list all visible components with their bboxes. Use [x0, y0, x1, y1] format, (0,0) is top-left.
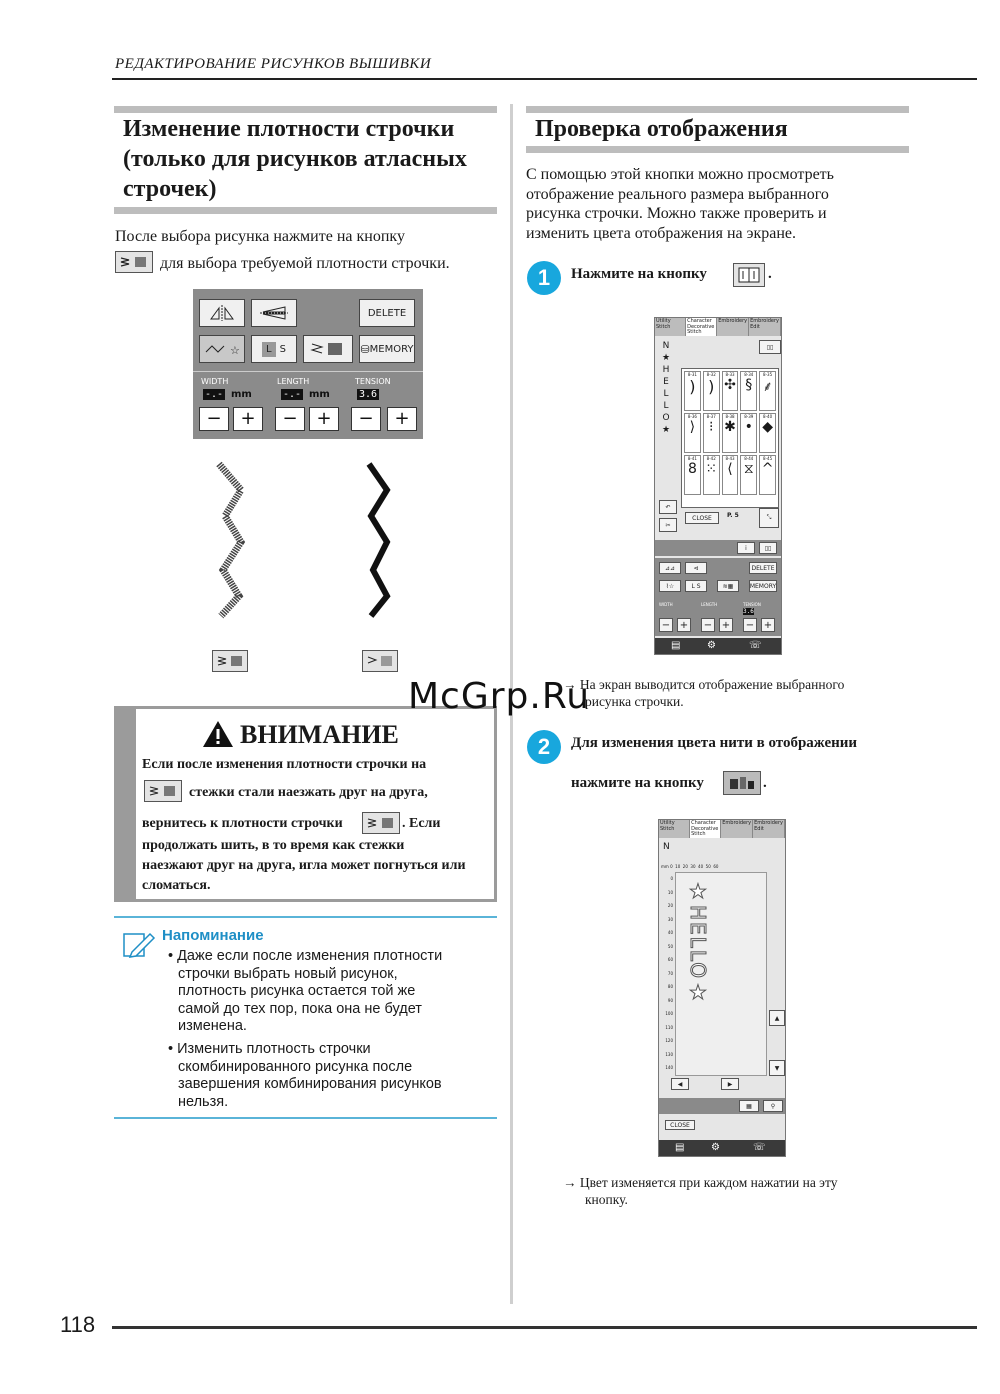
left-intro-line1: После выбора рисунка нажмите на кнопку: [115, 228, 405, 245]
help-icon[interactable]: ☏: [753, 1142, 766, 1153]
stitch-cell[interactable]: [740, 413, 757, 453]
info-button[interactable]: i: [737, 542, 755, 554]
side-letter: N: [662, 341, 670, 351]
title-line: строчек): [123, 176, 217, 202]
memo-line: • Изменить плотность строчки: [168, 1041, 371, 1057]
screen1-memory-button[interactable]: MEMORY: [749, 580, 777, 592]
stitch-glyph: ⸙: [762, 379, 773, 395]
screen-stitch-selection: [654, 317, 782, 655]
stitch-code: 8-31: [687, 372, 697, 377]
title-bar-bottom: [114, 207, 497, 214]
result-line: → На экран выводится отображение выбранного: [563, 677, 845, 692]
stitch-cell[interactable]: [740, 455, 757, 495]
length-value: -.-: [283, 389, 302, 400]
step-1-end: .: [768, 266, 772, 282]
intro-line: отображение реального размера выбранного: [526, 185, 829, 203]
stitch-cell[interactable]: [759, 413, 776, 453]
ruler-top: mm 0 10 20 30 40 50 60: [661, 864, 719, 869]
ruler-tick: 120: [665, 1038, 673, 1043]
stitch-cell[interactable]: [684, 413, 701, 453]
density-coarse-icon: [362, 650, 398, 672]
step-2-line2: нажмите на кнопку: [571, 775, 704, 791]
caution-title: ВНИМАНИЕ: [240, 720, 399, 749]
stitch-glyph: ⁙: [705, 461, 718, 477]
resize-button[interactable]: ⤡: [759, 508, 779, 528]
scroll-left-button[interactable]: ◀: [671, 1078, 689, 1090]
tab-character-decorative[interactable]: Character Decorative Stitch: [690, 820, 721, 838]
tension-plus-button[interactable]: +: [387, 407, 417, 431]
stitch-glyph: ): [689, 377, 696, 396]
caution-sidebar: [114, 706, 136, 902]
stitch-glyph: ⁝: [708, 419, 714, 435]
memo-item-2: [168, 1041, 442, 1111]
stitch-glyph: ^: [761, 461, 774, 477]
stitch-glyph: ): [708, 377, 715, 396]
selected-pattern-column: [659, 340, 673, 436]
tab-utility[interactable]: Utility Stitch: [655, 318, 686, 336]
stitch-glyph: ✱: [724, 419, 736, 435]
page-indicator: P. 5: [727, 512, 739, 519]
length-minus-button[interactable]: −: [275, 407, 305, 431]
tab-embroidery[interactable]: Embroidery: [721, 820, 753, 838]
tension-minus-button[interactable]: −: [351, 407, 381, 431]
zoom-button[interactable]: ⚲: [763, 1100, 783, 1112]
stitch-cell[interactable]: [684, 455, 701, 495]
title-bar-top: [526, 106, 909, 113]
caution-line4: продолжать шить, в то время как стежки: [142, 838, 405, 853]
intro-line: изменить цвета отображения на экране.: [526, 224, 797, 242]
left-section-title: [123, 114, 467, 204]
undo-button[interactable]: ↶: [659, 500, 677, 514]
sparse-zigzag-illustration: [355, 460, 415, 620]
scroll-right-button[interactable]: ▶: [721, 1078, 739, 1090]
stitch-code: 8-36: [687, 414, 697, 419]
width-value: -.-: [205, 389, 224, 400]
scissors-button[interactable]: ✂: [659, 518, 677, 532]
stitch-code: 8-43: [725, 456, 735, 461]
intro-line: С помощью этой кнопки можно просмотреть: [526, 166, 834, 183]
memory-icon: ⛁: [360, 342, 370, 356]
stitch-code: 8-38: [725, 414, 735, 419]
stitch-code: 8-34: [744, 372, 754, 377]
side-letter: E: [663, 377, 669, 387]
stitch-code: 8-45: [763, 456, 773, 461]
length-label: LENGTH: [277, 377, 310, 386]
l-option[interactable]: L: [262, 342, 276, 357]
width-unit: mm: [231, 389, 252, 400]
memo-line: нельзя.: [178, 1093, 229, 1110]
running-head: РЕДАКТИРОВАНИЕ РИСУНКОВ ВЫШИВКИ: [115, 56, 432, 72]
width-plus-button[interactable]: +: [233, 407, 263, 431]
stitch-code: 8-33: [725, 372, 735, 377]
tension-label: TENSION: [355, 377, 391, 386]
side-letter: L: [663, 401, 669, 411]
side-letter: ★: [661, 353, 671, 363]
stitch-glyph: ◆: [762, 419, 773, 435]
stitch-code: 8-35: [763, 372, 773, 377]
ruler-tick: 20: [667, 903, 673, 908]
settings-icon[interactable]: ⚙: [707, 640, 716, 651]
step-2-line1: Для изменения цвета нити в отображении: [571, 735, 858, 751]
settings-icon[interactable]: ⚙: [711, 1142, 720, 1153]
scroll-down-button[interactable]: ▼: [769, 1060, 785, 1076]
image-view-button-2[interactable]: ▯▯: [759, 542, 777, 554]
stitch-glyph: ✣: [724, 377, 736, 393]
title-bar-top: [114, 106, 497, 113]
caution-line5: наезжают друг на друга, игла может погнуться или: [142, 858, 466, 873]
stitch-glyph: §: [745, 377, 753, 393]
screen1-width-plus[interactable]: +: [677, 618, 691, 632]
stitch-glyph: ⟨: [727, 461, 733, 477]
stitch-code: 8-44: [744, 456, 754, 461]
step-1-text: Нажмите на кнопку: [571, 266, 707, 282]
screen1-tabs: [655, 318, 781, 336]
stitch-cell[interactable]: [703, 413, 720, 453]
ruler-tick: 0: [670, 876, 673, 881]
delete-button[interactable]: DELETE: [359, 299, 415, 327]
memory-button[interactable]: [359, 335, 415, 363]
stitch-cell[interactable]: [759, 455, 776, 495]
stitch-cell[interactable]: [722, 455, 739, 495]
caution-line1: Если после изменения плотности строчки на: [142, 757, 427, 772]
density-button-icon: [144, 780, 182, 802]
stitch-code: 8-39: [744, 414, 754, 419]
memo-item-1: [168, 948, 442, 1036]
single-repeat-button[interactable]: [199, 335, 245, 363]
screen2-tabs: [659, 820, 785, 838]
result-line: кнопку.: [585, 1192, 628, 1207]
title-line: Изменение плотности строчки: [123, 116, 455, 142]
side-letter: O: [662, 413, 670, 423]
screen1-width-label: WIDTH: [659, 602, 673, 607]
preview-canvas: [675, 872, 767, 1076]
preview-pattern-text: ★HELLO★: [686, 879, 710, 1006]
screen1-tension-plus[interactable]: +: [761, 618, 775, 632]
screen1-length-minus[interactable]: −: [701, 618, 715, 632]
title-bar-bottom: [526, 146, 909, 153]
length-toggle[interactable]: [251, 335, 297, 363]
stitch-code: 8-42: [706, 456, 716, 461]
warning-icon: [202, 720, 234, 748]
step-1-badge: 1: [527, 261, 561, 295]
ruler-tick: 10: [667, 889, 673, 895]
stitch-cell[interactable]: [684, 371, 701, 411]
stitch-code: 8-41: [687, 456, 697, 461]
image-view-button[interactable]: ▯▯: [759, 340, 781, 354]
density-button-icon: [362, 812, 400, 834]
step-2-result: [563, 1174, 837, 1208]
density-fine-icon: [212, 650, 248, 672]
caution-line3a: вернитесь к плотности строчки: [142, 816, 343, 831]
ruler-tick: 100: [665, 1011, 673, 1016]
ruler-tick: 70: [667, 970, 673, 976]
result-line: рисунка строчки.: [585, 694, 684, 709]
tab-embroidery[interactable]: Embroidery: [717, 318, 749, 336]
scroll-up-button[interactable]: ▲: [769, 1010, 785, 1026]
memo-line: скомбинированного рисунка после: [178, 1058, 413, 1075]
stitch-glyph: 8: [687, 461, 697, 477]
flip-button[interactable]: ⊲: [685, 562, 707, 574]
screen-actual-size-preview: [658, 819, 786, 1157]
stitch-code: 8-40: [763, 414, 773, 419]
left-intro-line2: для выбора требуемой плотности строчки.: [160, 255, 450, 272]
panel-divider: [193, 371, 423, 372]
width-minus-button[interactable]: −: [199, 407, 229, 431]
screen2-close-button[interactable]: CLOSE: [665, 1120, 695, 1130]
page-number: 118: [60, 1312, 96, 1337]
right-section-title: Проверка отображения: [535, 116, 788, 142]
memo-line: плотность рисунка остается той же: [178, 983, 416, 999]
stitch-glyph: ⟩: [689, 419, 696, 435]
title-line: (только для рисунков атласных: [123, 146, 467, 172]
right-intro: [526, 165, 834, 243]
ruler-tick: 60: [667, 957, 673, 962]
memo-title: Напоминание: [162, 927, 264, 944]
memo-line: самой до тех пор, пока она не будет: [178, 1000, 422, 1017]
stitch-cell[interactable]: [703, 455, 720, 495]
screen1-length-plus[interactable]: +: [719, 618, 733, 632]
thread-color-button-icon: [723, 771, 761, 795]
ruler-tick: 80: [667, 984, 673, 989]
step-2-badge: 2: [527, 730, 561, 764]
mirror-horizontal-button[interactable]: [251, 299, 297, 327]
memo-line: • Даже если после изменения плотности: [168, 948, 443, 964]
tab-embroidery-edit[interactable]: Embroidery Edit: [753, 820, 785, 838]
screen1-tension-value: 3.6: [743, 608, 754, 615]
memo-rule-top: [114, 916, 497, 918]
mirror-vertical-button[interactable]: [199, 299, 245, 327]
memory-label: MEMORY: [369, 343, 414, 355]
tension-value: 3.6: [359, 389, 378, 400]
image-view-button-icon: [733, 263, 765, 287]
stitch-cell[interactable]: [722, 371, 739, 411]
stitch-glyph: ⧖: [743, 461, 754, 477]
tab-embroidery-edit[interactable]: Embroidery Edit: [749, 318, 781, 336]
density-button-small[interactable]: ≋▦: [717, 580, 739, 592]
stitch-cell[interactable]: [740, 371, 757, 411]
stitch-code: 8-37: [706, 414, 716, 419]
ls-toggle[interactable]: L S: [685, 580, 707, 592]
svg-text:☆: ☆: [230, 344, 240, 356]
ruler-tick: 130: [665, 1051, 673, 1057]
ruler-tick: 40: [667, 930, 673, 935]
memo-line: завершения комбинирования рисунков: [178, 1076, 442, 1092]
ruler-left: [661, 872, 673, 1075]
close-button[interactable]: CLOSE: [685, 512, 719, 524]
result-line: → Цвет изменяется при каждом нажатии на эту: [563, 1175, 838, 1190]
document-icon[interactable]: ▤: [671, 640, 681, 651]
ruler-tick: 90: [667, 997, 673, 1003]
screen1-tension-minus[interactable]: −: [743, 618, 757, 632]
width-label: WIDTH: [201, 377, 229, 386]
machine-panel: [193, 289, 423, 439]
step-1-result: [563, 676, 844, 710]
caution-line2: стежки стали наезжать друг на друга,: [189, 785, 428, 800]
s-option[interactable]: S: [279, 343, 286, 355]
tab-character-decorative[interactable]: Character Decorative Stitch: [686, 318, 717, 336]
screen1-width-minus[interactable]: −: [659, 618, 673, 632]
intro-line: рисунка строчки. Можно также проверить и: [526, 205, 827, 222]
header-rule: [112, 78, 977, 80]
mirror-button[interactable]: ⊿⊿: [659, 562, 681, 574]
stitch-cell[interactable]: [722, 413, 739, 453]
density-button-icon: [115, 251, 153, 273]
caution-line3b: . Если: [402, 816, 441, 831]
memo-line: изменена.: [178, 1018, 247, 1034]
memo-rule-bottom: [114, 1117, 497, 1119]
step-2-end: .: [763, 775, 767, 791]
ruler-tick: 30: [667, 916, 673, 922]
screen2-side-letter: N: [663, 842, 670, 852]
thread-color-button[interactable]: ▦: [739, 1100, 759, 1112]
stitch-glyph: •: [744, 419, 753, 435]
screen1-delete-button[interactable]: DELETE: [749, 562, 777, 574]
footer-rule: [112, 1326, 977, 1329]
side-letter: H: [662, 365, 670, 375]
memo-line: строчки выбрать новый рисунок,: [178, 965, 398, 982]
stitch-cell[interactable]: [759, 371, 776, 411]
watermark: McGrp.Ru: [408, 676, 591, 717]
length-unit: mm: [309, 389, 330, 400]
document-icon[interactable]: ▤: [675, 1142, 685, 1153]
repeat-button[interactable]: ⌇☆: [659, 580, 681, 592]
dense-zigzag-illustration: [205, 460, 265, 620]
side-letter: L: [663, 389, 669, 399]
stitch-cell[interactable]: [703, 371, 720, 411]
caution-line6: сломаться.: [142, 878, 211, 893]
stitch-grid: [681, 368, 779, 508]
screen1-tension-label: TENSION: [743, 602, 761, 607]
help-icon[interactable]: ☏: [749, 640, 762, 651]
memo-pencil-icon: [122, 930, 156, 958]
stitch-cells: [684, 371, 776, 495]
ruler-tick: 110: [665, 1024, 673, 1030]
side-letter: ★: [661, 425, 671, 435]
tab-utility[interactable]: Utility Stitch: [659, 820, 690, 838]
screen1-length-label: LENGTH: [701, 602, 718, 607]
ruler-tick: 140: [665, 1065, 673, 1070]
density-button[interactable]: [303, 335, 353, 363]
length-plus-button[interactable]: +: [309, 407, 339, 431]
ruler-tick: 50: [667, 943, 673, 949]
stitch-code: 8-32: [706, 372, 716, 377]
